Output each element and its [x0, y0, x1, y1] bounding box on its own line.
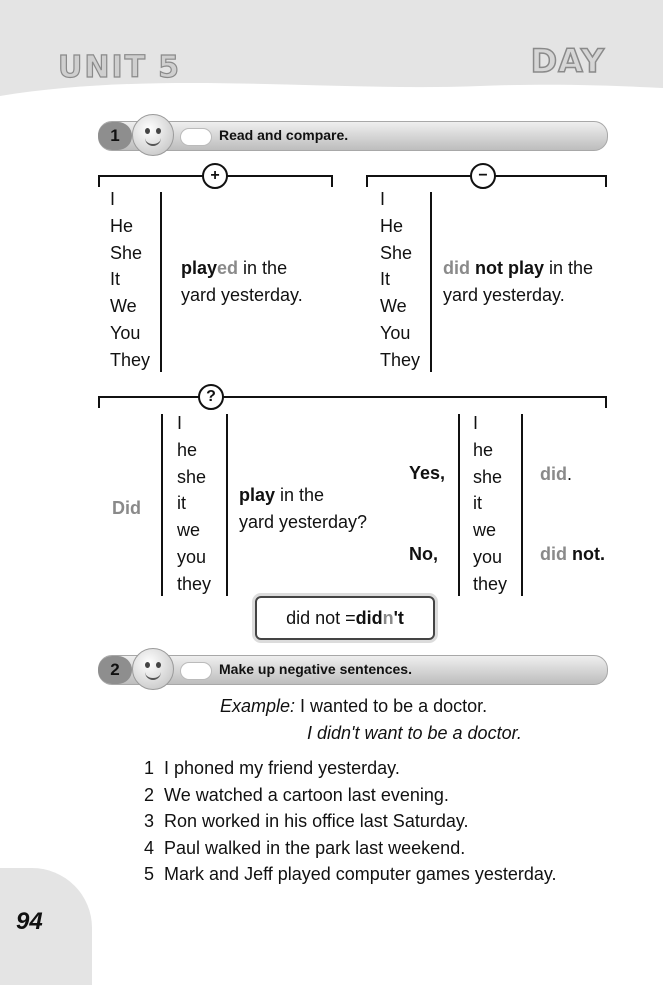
question-icon: ? [198, 384, 224, 410]
short-answer-no: did not. [540, 544, 605, 564]
plus-icon: + [202, 163, 228, 189]
example-answer: I didn't want to be a doctor. [307, 723, 522, 743]
exercise-1-number: 1 [98, 122, 132, 150]
short-answer-yes: did. [540, 464, 573, 484]
minus-icon: − [470, 163, 496, 189]
day-label: DAY [530, 42, 605, 80]
question-pronouns: I he she it we you they [177, 413, 212, 594]
question-divider-2 [226, 414, 228, 596]
question-left-tick [98, 396, 100, 408]
cloud-icon [180, 662, 212, 680]
negative-sentence: did not play in the yard yesterday. [443, 258, 594, 305]
positive-pronouns: I He She It We You They [110, 189, 151, 370]
exercise-1-bar [98, 121, 608, 151]
negative-right-tick [605, 175, 607, 187]
contraction-box: did not = did n 't [255, 596, 435, 640]
page-corner [0, 868, 92, 985]
sentence-list [144, 755, 557, 888]
positive-divider [160, 192, 162, 372]
answer-divider-2 [521, 414, 523, 596]
smiley-icon [132, 648, 174, 690]
cloud-icon [180, 128, 212, 146]
question-sentence: play in the yard yesterday? [239, 485, 368, 532]
list-item: 2 We watched a cartoon last evening. [144, 784, 449, 805]
positive-left-tick [98, 175, 100, 187]
exercise-1-title: Read and compare. [219, 127, 349, 143]
question-divider-1 [161, 414, 163, 596]
question-right-tick [605, 396, 607, 408]
negative-pronouns: I He She It We You They [380, 189, 421, 370]
list-item: 5 Mark and Jeff played computer games yesterday. [144, 864, 557, 884]
answer-yes: Yes, [409, 463, 446, 483]
question-did: Did [112, 498, 141, 518]
answer-no: No, [409, 544, 438, 564]
question-top-line [98, 396, 607, 398]
smiley-icon [132, 114, 174, 156]
positive-right-tick [331, 175, 333, 187]
negative-divider [430, 192, 432, 372]
positive-sentence: played in the yard yesterday. [181, 258, 303, 305]
exercise-2-title: Make up negative sentences. [219, 661, 412, 677]
exercise-2-number: 2 [98, 656, 132, 684]
list-item: 3 Ron worked in his office last Saturday. [144, 811, 469, 831]
example-line: Example: I wanted to be a doctor. [220, 696, 488, 716]
unit-label: UNIT 5 [58, 50, 182, 85]
answer-pronouns: I he she it we you they [473, 413, 508, 594]
list-item: 1 I phoned my friend yesterday. [144, 758, 400, 778]
list-item: 4 Paul walked in the park last weekend. [144, 837, 466, 858]
negative-left-tick [366, 175, 368, 187]
answer-divider-1 [458, 414, 460, 596]
page-number: 94 [16, 908, 43, 935]
